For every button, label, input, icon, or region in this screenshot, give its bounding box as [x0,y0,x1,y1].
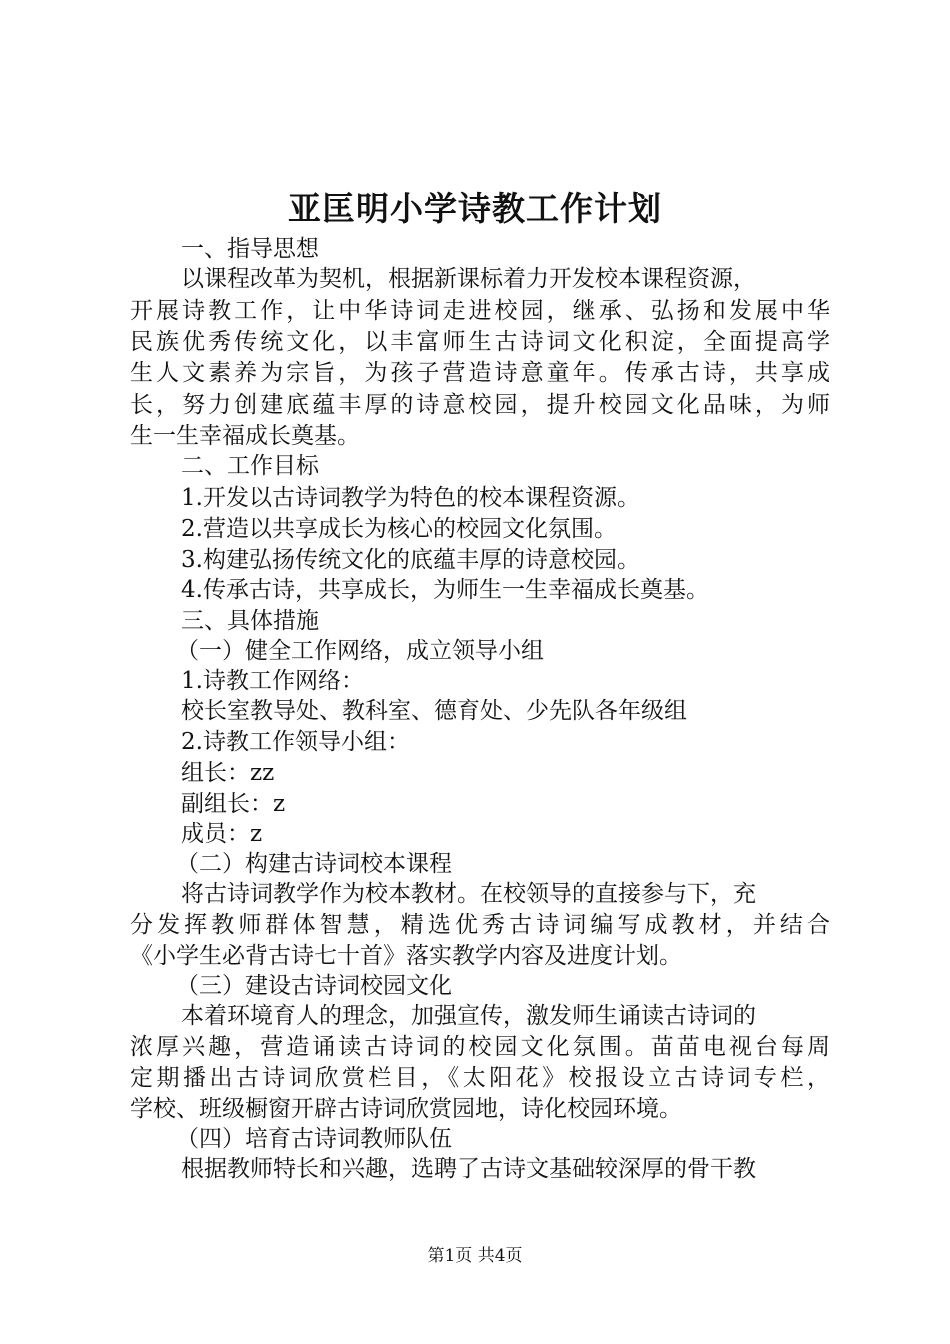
paragraph-line: 浓厚兴趣，营造诵读古诗词的校园文化氛围。苗苗电视台每周 [130,1034,830,1060]
section-heading: 三、具体措施 [181,608,319,634]
subsection-heading: （四）培育古诗词教师队伍 [176,1126,452,1152]
paragraph-line: 生人文素养为宗旨，为孩子营造诗意童年。传承古诗，共享成 [130,360,830,386]
paragraph-line: 定期播出古诗词欣赏栏目，《太阳花》校报设立古诗词专栏， [130,1065,830,1091]
paragraph-line: 根据教师特长和兴趣，选聘了古诗文基础较深厚的骨干教 [181,1156,756,1182]
paragraph-line: 生一生幸福成长奠基。 [130,423,360,449]
paragraph-line: 开展诗教工作，让中华诗词走进校园，继承、弘扬和发展中华 [130,298,830,324]
paragraph-line: 副组长：z [181,791,286,817]
section-heading: 一、指导思想 [181,236,319,262]
paragraph-line: 校长室教导处、教科室、德育处、少先队各年级组 [181,698,687,724]
paragraph-line: 学校、班级橱窗开辟古诗词欣赏园地，诗化校园环境。 [130,1096,682,1122]
paragraph-line: 成员：z [181,821,263,847]
list-item: 1.开发以古诗词教学为特色的校本课程资源。 [181,485,640,511]
subsection-heading: （一）健全工作网络，成立领导小组 [176,638,544,664]
list-item: 3.构建弘扬传统文化的底蕴丰厚的诗意校园。 [181,547,640,573]
subsection-heading: （二）构建古诗词校本课程 [176,851,452,877]
paragraph-line: 本着环境育人的理念，加强宣传，激发师生诵读古诗词的 [181,1003,756,1029]
paragraph-line: 组长：zz [181,760,275,786]
paragraph-line: 将古诗词教学作为校本教材。在校领导的直接参与下，充 [181,881,756,907]
paragraph-line: 民族优秀传统文化，以丰富师生古诗词文化积淀，全面提高学 [130,329,830,355]
document-title: 亚匡明小学诗教工作计划 [288,189,662,228]
list-item: 4.传承古诗，共享成长，为师生一生幸福成长奠基。 [181,577,709,603]
list-item: 2.营造以共享成长为核心的校园文化氛围。 [181,516,617,542]
list-item: 1.诗教工作网络： [181,668,364,694]
paragraph-line: 《小学生必背古诗七十首》落实教学内容及进度计划。 [130,943,682,969]
page-number-footer: 第1页 共4页 [427,1246,523,1266]
subsection-heading: （三）建设古诗词校园文化 [176,973,452,999]
section-heading: 二、工作目标 [181,453,319,479]
paragraph-line: 长，努力创建底蕴丰厚的诗意校园，提升校园文化品味，为师 [130,392,830,418]
list-item: 2.诗教工作领导小组： [181,729,410,755]
paragraph-line: 以课程改革为契机，根据新课标着力开发校本课程资源， [181,266,756,292]
paragraph-line: 分发挥教师群体智慧，精选优秀古诗词编写成教材，并结合 [130,912,830,938]
